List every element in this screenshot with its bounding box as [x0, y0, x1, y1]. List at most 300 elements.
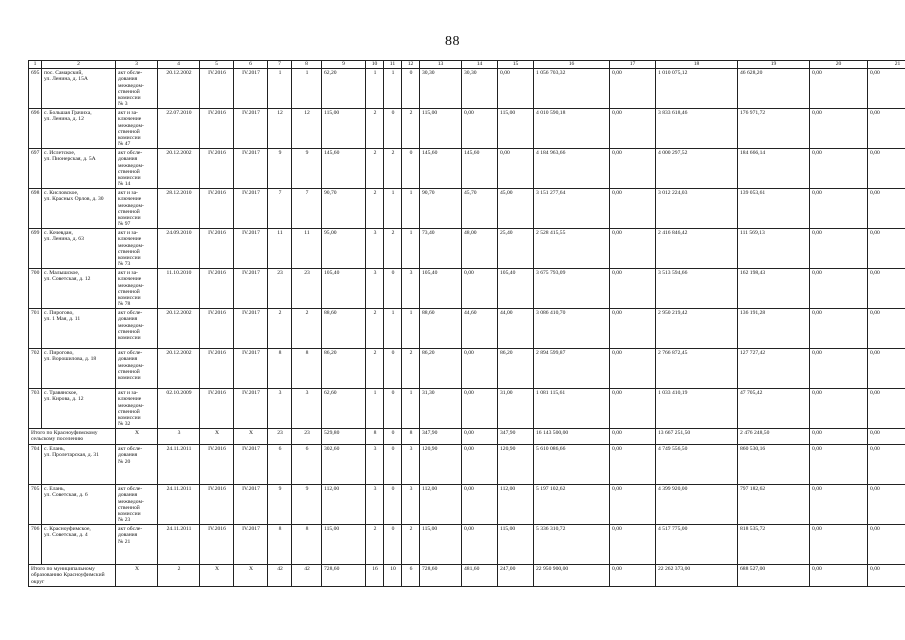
table-row	[29, 485, 905, 525]
table-cell: 0,00	[810, 485, 868, 525]
table-cell: 7	[268, 189, 292, 229]
table-cell: 0,00	[610, 269, 656, 309]
table-cell: 0,00	[810, 109, 868, 149]
table-cell: 3	[292, 389, 322, 429]
table-cell: 0,00	[810, 229, 868, 269]
table-cell: IV.2017	[234, 349, 268, 389]
column-number-header: 11	[384, 61, 402, 69]
register-table-container	[28, 60, 901, 587]
table-cell: 1	[402, 309, 420, 349]
table-cell: 0	[384, 525, 402, 565]
table-cell: 2 416 846,42	[656, 229, 738, 269]
table-cell: 3	[402, 269, 420, 309]
table-cell: 105,40	[420, 269, 462, 309]
table-cell: 176 971,72	[738, 109, 810, 149]
table-cell: IV.2017	[234, 229, 268, 269]
table-cell: 20.12.2002	[158, 309, 200, 349]
table-cell: 24.11.2011	[158, 445, 200, 485]
table-cell: IV.2016	[200, 485, 234, 525]
total-cell: 0,00	[462, 429, 498, 445]
table-cell: 0,00	[868, 389, 905, 429]
table-cell: 112,00	[420, 485, 462, 525]
table-cell: 105,40	[322, 269, 366, 309]
table-cell: 1	[402, 229, 420, 269]
table-cell: 88,60	[322, 309, 366, 349]
table-cell: 9	[268, 149, 292, 189]
column-number-header: 18	[656, 61, 738, 69]
table-row	[29, 149, 905, 189]
table-cell: 11.10.2010	[158, 269, 200, 309]
table-cell: 8	[292, 525, 322, 565]
table-cell: 3	[366, 445, 384, 485]
total-cell: 2	[158, 565, 200, 587]
table-cell: 1	[292, 69, 322, 109]
column-number-header: 9	[322, 61, 366, 69]
column-number-header: 5	[200, 61, 234, 69]
table-cell: IV.2017	[234, 109, 268, 149]
table-cell: 111 569,13	[738, 229, 810, 269]
table-cell: 139 053,61	[738, 189, 810, 229]
total-cell: 13 667 251,50	[656, 429, 738, 445]
table-cell: 2 894 599,87	[534, 349, 610, 389]
table-cell: 48,00	[462, 229, 498, 269]
table-cell: IV.2016	[200, 189, 234, 229]
row-number-cell: 706	[29, 525, 42, 565]
total-cell: X	[234, 429, 268, 445]
total-row	[29, 565, 905, 587]
total-cell: 6	[402, 565, 420, 587]
total-cell: 8	[366, 429, 384, 445]
column-number-header: 2	[42, 61, 116, 69]
table-cell: 1	[268, 69, 292, 109]
row-number-cell: 700	[29, 269, 42, 309]
table-cell: 0,00	[868, 269, 905, 309]
address-cell: пос. Самарский, ул. Ленина, д. 15А	[42, 69, 116, 109]
table-cell: 0,00	[610, 109, 656, 149]
total-cell: 0	[384, 429, 402, 445]
total-cell: 0,00	[610, 429, 656, 445]
table-cell: 2	[384, 229, 402, 269]
table-cell: 3 012 224,03	[656, 189, 738, 229]
table-cell: 0	[384, 349, 402, 389]
table-cell: 2 950 219,42	[656, 309, 738, 349]
table-cell: 4 399 920,00	[656, 485, 738, 525]
table-cell: 28.12.2010	[158, 189, 200, 229]
table-cell: 88,60	[420, 309, 462, 349]
register-table	[28, 60, 905, 587]
total-cell: 22 950 900,00	[534, 565, 610, 587]
table-row	[29, 269, 905, 309]
table-cell: 45,00	[498, 189, 534, 229]
table-cell: 45,70	[462, 189, 498, 229]
table-cell: 1	[402, 389, 420, 429]
table-cell: 20.12.2002	[158, 349, 200, 389]
total-cell: 3	[158, 429, 200, 445]
table-cell: 1 081 115,61	[534, 389, 610, 429]
table-cell: 2	[366, 149, 384, 189]
table-cell: 0,00	[810, 349, 868, 389]
table-cell: IV.2017	[234, 485, 268, 525]
table-cell: IV.2016	[200, 389, 234, 429]
row-number-cell: 703	[29, 389, 42, 429]
table-cell: 0,00	[462, 349, 498, 389]
table-cell: 0,00	[462, 109, 498, 149]
table-cell: 46 628,20	[738, 69, 810, 109]
table-cell: 0,00	[462, 485, 498, 525]
document-cell: акт и за- ключение межведом- ственной комиссии № 73	[116, 229, 158, 269]
table-cell: 2	[402, 109, 420, 149]
column-number-header: 6	[234, 61, 268, 69]
column-number-header: 20	[810, 61, 868, 69]
table-cell: 0,00	[868, 349, 905, 389]
total-cell: X	[200, 565, 234, 587]
table-cell: 4 000 297,52	[656, 149, 738, 189]
document-cell: акт обсле- дования межведом- ственной комиссии № 3	[116, 69, 158, 109]
address-cell: с. Кочевдан, ул. Ленина, д. 63	[42, 229, 116, 269]
table-cell: 2	[402, 349, 420, 389]
column-number-header: 21	[868, 61, 905, 69]
table-cell: 6	[292, 445, 322, 485]
table-cell: 105,40	[498, 269, 534, 309]
table-cell: 0,00	[462, 389, 498, 429]
total-cell: 16 143 500,00	[534, 429, 610, 445]
table-cell: 44,60	[462, 309, 498, 349]
table-cell: 2 528 415,55	[534, 229, 610, 269]
table-cell: 115,00	[498, 109, 534, 149]
table-cell: 8	[268, 349, 292, 389]
total-cell: 728,60	[322, 565, 366, 587]
table-cell: 0,00	[810, 445, 868, 485]
table-row	[29, 69, 905, 109]
document-cell: акт и за- ключение межведом- ственной комиссии № 97	[116, 189, 158, 229]
table-cell: 0	[384, 389, 402, 429]
address-cell: с. Большая Грачиха, ул. Ленина, д. 12	[42, 109, 116, 149]
table-cell: 2	[366, 349, 384, 389]
table-cell: IV.2017	[234, 269, 268, 309]
column-number-header: 19	[738, 61, 810, 69]
address-cell: с. Елань, ул. Советская, д. 6	[42, 485, 116, 525]
address-cell: с. Елань, ул. Пролетарская, д. 31	[42, 445, 116, 485]
document-cell: акт и за- ключение межведом- ственной комиссии № 32	[116, 389, 158, 429]
table-cell: IV.2016	[200, 109, 234, 149]
table-cell: 9	[292, 149, 322, 189]
table-cell: 12	[268, 109, 292, 149]
table-cell: 0,00	[868, 149, 905, 189]
table-cell: 4 749 556,50	[656, 445, 738, 485]
page-number: 88	[445, 34, 460, 49]
table-cell: 0,00	[610, 189, 656, 229]
column-number-header: 7	[268, 61, 292, 69]
column-number-header: 1	[29, 61, 42, 69]
row-number-cell: 704	[29, 445, 42, 485]
total-cell: 10	[384, 565, 402, 587]
table-cell: 3 675 793,09	[534, 269, 610, 309]
table-cell: 4 010 590,18	[534, 109, 610, 149]
table-cell: 20.12.2002	[158, 69, 200, 109]
table-cell: 302,60	[322, 445, 366, 485]
total-cell: X	[200, 429, 234, 445]
total-cell: 23	[292, 429, 322, 445]
column-number-header: 14	[462, 61, 498, 69]
table-cell: IV.2017	[234, 389, 268, 429]
table-cell: 0,00	[462, 445, 498, 485]
table-cell: 3 086 410,70	[534, 309, 610, 349]
table-cell: IV.2017	[234, 189, 268, 229]
table-cell: 0,00	[610, 445, 656, 485]
table-cell: 1 033 410,19	[656, 389, 738, 429]
table-cell: 44,00	[498, 309, 534, 349]
table-cell: 86,20	[498, 349, 534, 389]
table-cell: 3	[366, 485, 384, 525]
table-cell: 90,70	[420, 189, 462, 229]
table-cell: 8	[292, 349, 322, 389]
table-cell: 0,00	[810, 525, 868, 565]
table-cell: 0,00	[810, 389, 868, 429]
table-cell: 24.11.2011	[158, 485, 200, 525]
table-cell: 2	[366, 525, 384, 565]
table-cell: 0,00	[810, 69, 868, 109]
table-cell: IV.2016	[200, 349, 234, 389]
total-cell: X	[116, 429, 158, 445]
table-cell: IV.2016	[200, 69, 234, 109]
row-number-cell: 696	[29, 109, 42, 149]
table-cell: 0,00	[610, 389, 656, 429]
table-cell: 0,00	[610, 309, 656, 349]
total-cell: 347,90	[498, 429, 534, 445]
table-cell: 4 184 963,66	[534, 149, 610, 189]
table-cell: 0,00	[810, 189, 868, 229]
table-cell: 0,00	[868, 485, 905, 525]
table-cell: 112,00	[498, 485, 534, 525]
table-cell: 860 530,16	[738, 445, 810, 485]
table-row	[29, 389, 905, 429]
column-number-header: 4	[158, 61, 200, 69]
table-cell: 5 197 102,62	[534, 485, 610, 525]
column-number-header: 13	[420, 61, 462, 69]
table-cell: 0,00	[810, 269, 868, 309]
table-cell: 112,00	[322, 485, 366, 525]
table-cell: 86,20	[420, 349, 462, 389]
table-cell: 30,30	[462, 69, 498, 109]
row-number-cell: 695	[29, 69, 42, 109]
table-row	[29, 349, 905, 389]
document-cell: акт и за- ключение межведом- ственной комиссии № 78	[116, 269, 158, 309]
total-cell: X	[234, 565, 268, 587]
table-body	[29, 69, 905, 587]
total-cell: 688 527,00	[738, 565, 810, 587]
table-cell: 797 182,62	[738, 485, 810, 525]
table-row	[29, 229, 905, 269]
table-cell: 20.12.2002	[158, 149, 200, 189]
table-cell: 95,00	[322, 229, 366, 269]
table-row	[29, 525, 905, 565]
row-number-cell: 697	[29, 149, 42, 189]
table-cell: 9	[292, 485, 322, 525]
table-cell: 0,00	[868, 69, 905, 109]
table-cell: 145,60	[322, 149, 366, 189]
table-cell: 6	[268, 445, 292, 485]
table-cell: 145,60	[462, 149, 498, 189]
table-cell: 0,00	[868, 189, 905, 229]
table-cell: 0	[384, 485, 402, 525]
table-cell: 115,00	[498, 525, 534, 565]
table-cell: 3	[268, 389, 292, 429]
total-cell: 0,00	[810, 565, 868, 587]
table-cell: 818 535,72	[738, 525, 810, 565]
table-cell: 1	[402, 189, 420, 229]
table-cell: 2	[292, 309, 322, 349]
column-number-header: 16	[534, 61, 610, 69]
table-cell: 120,90	[498, 445, 534, 485]
row-number-cell: 705	[29, 485, 42, 525]
table-cell: 120,90	[420, 445, 462, 485]
table-cell: IV.2016	[200, 149, 234, 189]
total-cell: 0,00	[868, 565, 905, 587]
address-cell: с. Травянское, ул. Кирова, д. 12	[42, 389, 116, 429]
table-cell: 3	[366, 229, 384, 269]
total-row	[29, 429, 905, 445]
table-cell: 0,00	[810, 149, 868, 189]
table-row	[29, 189, 905, 229]
table-cell: 4 517 775,00	[656, 525, 738, 565]
table-cell: 8	[268, 525, 292, 565]
table-cell: 2	[366, 309, 384, 349]
table-cell: 0,00	[610, 525, 656, 565]
column-number-header: 8	[292, 61, 322, 69]
total-cell: 8	[402, 429, 420, 445]
table-cell: 47 705,42	[738, 389, 810, 429]
table-cell: IV.2016	[200, 525, 234, 565]
document-cell: акт обсле- дования № 21	[116, 525, 158, 565]
table-cell: 1	[366, 389, 384, 429]
table-cell: IV.2016	[200, 309, 234, 349]
document-cell: акт и за- ключение межведом- ственной комиссии № 47	[116, 109, 158, 149]
table-cell: 0,00	[610, 229, 656, 269]
table-cell: 0,00	[868, 109, 905, 149]
total-cell: 42	[292, 565, 322, 587]
column-number-header: 17	[610, 61, 656, 69]
total-label-cell: Итого по муниципальному образованию Красноуфимский округ	[29, 565, 116, 587]
total-cell: 42	[268, 565, 292, 587]
table-cell: 0,00	[868, 445, 905, 485]
total-cell: 247,00	[498, 565, 534, 587]
table-cell: IV.2016	[200, 445, 234, 485]
document-cell: акт обсле- дования межведом- ственной комиссии	[116, 309, 158, 349]
table-cell: 7	[292, 189, 322, 229]
row-number-cell: 698	[29, 189, 42, 229]
table-cell: 0	[402, 149, 420, 189]
table-cell: 3 151 277,64	[534, 189, 610, 229]
table-cell: 2	[366, 109, 384, 149]
total-cell: 23	[268, 429, 292, 445]
table-cell: 2	[402, 525, 420, 565]
address-cell: с. Малышское, ул. Советская, д. 12	[42, 269, 116, 309]
table-cell: 11	[268, 229, 292, 269]
table-cell: 25,40	[498, 229, 534, 269]
address-cell: с. Красноуфимское, ул. Советская, д. 4	[42, 525, 116, 565]
total-cell: 728,60	[420, 565, 462, 587]
table-cell: 24.11.2011	[158, 525, 200, 565]
table-cell: 115,00	[322, 525, 366, 565]
table-cell: 145,60	[420, 149, 462, 189]
table-cell: 5 336 310,72	[534, 525, 610, 565]
table-cell: 23	[292, 269, 322, 309]
table-cell: 127 727,42	[738, 349, 810, 389]
table-cell: 62,20	[322, 69, 366, 109]
table-cell: 73,40	[420, 229, 462, 269]
table-cell: 24.09.2010	[158, 229, 200, 269]
table-cell: 184 666,14	[738, 149, 810, 189]
table-cell: 0	[384, 269, 402, 309]
table-cell: 3	[402, 485, 420, 525]
column-number-header: 12	[402, 61, 420, 69]
total-cell: X	[116, 565, 158, 587]
table-cell: 0,00	[868, 525, 905, 565]
table-cell: 115,00	[420, 109, 462, 149]
document-cell: акт обсле- дования межведом- ственной комиссии	[116, 349, 158, 389]
table-cell: 2 766 872,45	[656, 349, 738, 389]
table-cell: 62,60	[322, 389, 366, 429]
row-number-cell: 701	[29, 309, 42, 349]
table-cell: 1	[366, 69, 384, 109]
table-cell: 31,30	[420, 389, 462, 429]
total-cell: 529,80	[322, 429, 366, 445]
table-cell: 0,00	[610, 69, 656, 109]
table-cell: IV.2016	[200, 229, 234, 269]
total-cell: 481,60	[462, 565, 498, 587]
total-cell: 2 476 248,50	[738, 429, 810, 445]
table-cell: 9	[268, 485, 292, 525]
table-cell: IV.2017	[234, 525, 268, 565]
table-cell: 162 198,43	[738, 269, 810, 309]
document-cell: акт обсле- дования № 20	[116, 445, 158, 485]
address-cell: с. Кисловское, ул. Красных Орлов, д. 30	[42, 189, 116, 229]
table-cell: 0,00	[610, 349, 656, 389]
address-cell: с. Ислетское, ул. Пионерская, д. 5А	[42, 149, 116, 189]
total-cell: 347,90	[420, 429, 462, 445]
total-label-cell: Итого по Красноуфимскому сельскому поселению	[29, 429, 116, 445]
table-cell: 1 056 703,32	[534, 69, 610, 109]
row-number-cell: 699	[29, 229, 42, 269]
table-cell: 2	[384, 149, 402, 189]
table-cell: IV.2017	[234, 445, 268, 485]
table-cell: 115,00	[322, 109, 366, 149]
table-cell: 136 191,28	[738, 309, 810, 349]
table-cell: 0,00	[610, 149, 656, 189]
table-cell: 115,00	[420, 525, 462, 565]
total-cell: 16	[366, 565, 384, 587]
table-cell: 30,30	[420, 69, 462, 109]
document-cell: акт обсле- дования межведом- ственной комиссии № 23	[116, 485, 158, 525]
table-cell: 90,70	[322, 189, 366, 229]
document-cell: акт обсле- дования межведом- ственной комиссии № 14	[116, 149, 158, 189]
total-cell: 0,00	[610, 565, 656, 587]
table-row	[29, 445, 905, 485]
table-cell: IV.2017	[234, 69, 268, 109]
table-cell: 1	[384, 189, 402, 229]
table-cell: 0	[384, 445, 402, 485]
table-cell: 3 513 594,66	[656, 269, 738, 309]
column-number-header: 3	[116, 61, 158, 69]
column-number-header: 15	[498, 61, 534, 69]
table-cell: IV.2017	[234, 149, 268, 189]
table-cell: IV.2016	[200, 269, 234, 309]
table-cell: 0,00	[610, 485, 656, 525]
table-cell: 3 833 618,46	[656, 109, 738, 149]
table-cell: 31,00	[498, 389, 534, 429]
table-cell: 12	[292, 109, 322, 149]
table-cell: 2	[366, 189, 384, 229]
